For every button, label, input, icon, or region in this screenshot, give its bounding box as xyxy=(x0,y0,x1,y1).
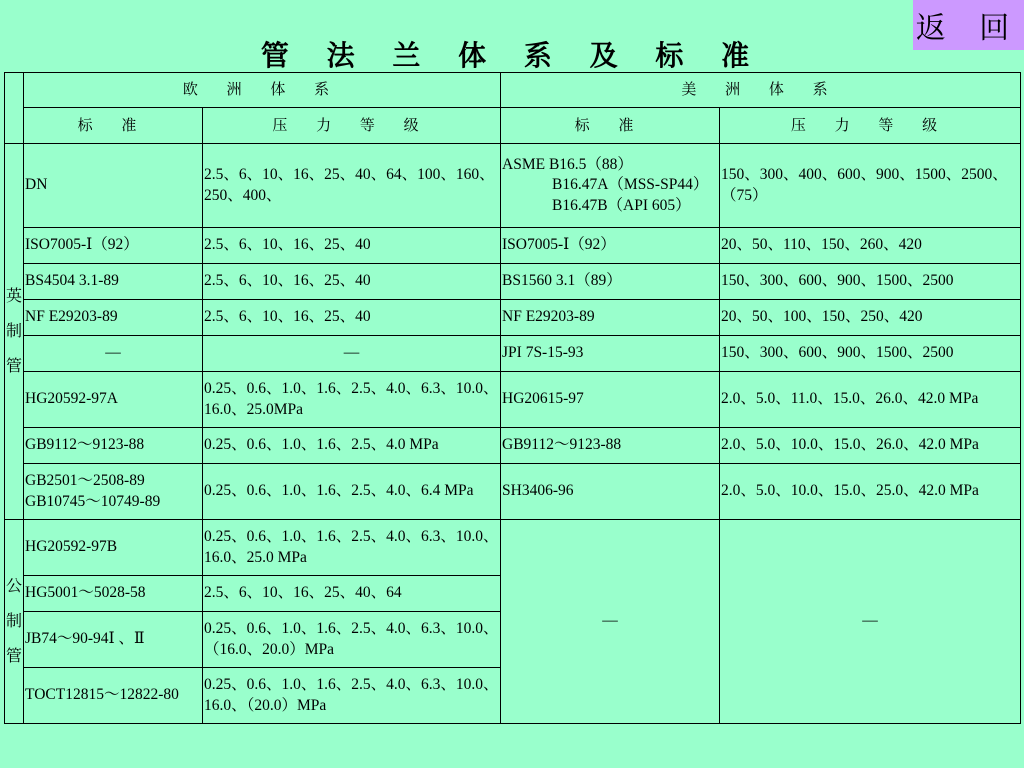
us-pressure-header: 压 力 等 级 xyxy=(720,108,1021,144)
corner-cell xyxy=(5,73,24,144)
table-row xyxy=(5,264,1021,300)
europe-system-header: 欧 洲 体 系 xyxy=(24,73,501,108)
america-system-header: 美 洲 体 系 xyxy=(501,73,1021,108)
eu-pressure-cell: 0.25、0.6、1.0、1.6、2.5、4.0 MPa xyxy=(203,428,501,464)
us-pressure-cell: 150、300、600、900、1500、2500 xyxy=(720,336,1021,372)
page-title: 管 法 兰 体 系 及 标 准 xyxy=(260,39,764,72)
eu-standard-cell: JB74～90-94Ⅰ 、Ⅱ xyxy=(24,612,203,668)
eu-standard-cell: ISO7005-Ⅰ（92） xyxy=(24,228,203,264)
flange-standards-table xyxy=(4,72,1021,724)
us-standard-cell: JPI 7S-15-93 xyxy=(501,336,720,372)
metric-us-pressure-cell: — xyxy=(720,520,1021,724)
us-standard-cell: HG20615-97 xyxy=(501,372,720,428)
us-pressure-cell: 20、50、110、150、260、420 xyxy=(720,228,1021,264)
eu-standard-cell: TOCT12815～12822-80 xyxy=(24,668,203,724)
table-row xyxy=(5,428,1021,464)
table-row xyxy=(5,336,1021,372)
eu-standard-cell: GB2501～2508-89 GB10745～10749-89 xyxy=(24,464,203,520)
eu-pressure-cell: 0.25、0.6、1.0、1.6、2.5、4.0、6.3、10.0、16.0、（20.0）MPa xyxy=(203,668,501,724)
us-standard-cell: SH3406-96 xyxy=(501,464,720,520)
us-pressure-cell: 2.0、5.0、10.0、15.0、25.0、42.0 MPa xyxy=(720,464,1021,520)
table-row xyxy=(5,520,1021,576)
us-standard-cell: ISO7005-Ⅰ（92） xyxy=(501,228,720,264)
us-pressure-cell: 2.0、5.0、11.0、15.0、26.0、42.0 MPa xyxy=(720,372,1021,428)
back-button[interactable]: 返 回 xyxy=(913,0,1024,50)
eu-pressure-cell: 0.25、0.6、1.0、1.6、2.5、4.0、6.3、10.0、16.0、25.0MPa xyxy=(203,372,501,428)
us-standard-cell: ASME B16.5（88） B16.47A（MSS-SP44） B16.47B（API 605） xyxy=(501,144,720,228)
us-standard-cell: BS1560 3.1（89） xyxy=(501,264,720,300)
us-pressure-cell: 2.0、5.0、10.0、15.0、26.0、42.0 MPa xyxy=(720,428,1021,464)
table-row xyxy=(5,372,1021,428)
us-standard-cell: GB9112～9123-88 xyxy=(501,428,720,464)
metric-group-label: 公 制 管 xyxy=(5,520,24,724)
table-row xyxy=(5,144,1021,228)
eu-standard-cell: — xyxy=(24,336,203,372)
table-row xyxy=(5,300,1021,336)
table-row xyxy=(5,228,1021,264)
eu-pressure-cell: 0.25、0.6、1.0、1.6、2.5、4.0、6.3、10.0、16.0、25.0 MPa xyxy=(203,520,501,576)
eu-standard-cell: HG5001～5028-58 xyxy=(24,576,203,612)
eu-standard-cell: HG20592-97A xyxy=(24,372,203,428)
eu-standard-cell: GB9112～9123-88 xyxy=(24,428,203,464)
eu-standard-cell: DN xyxy=(24,144,203,228)
imperial-group-label: 英 制 管 xyxy=(5,144,24,520)
eu-standard-cell: BS4504 3.1-89 xyxy=(24,264,203,300)
table-subheader-row xyxy=(5,108,1021,144)
table-header-row xyxy=(5,73,1021,108)
eu-pressure-cell: 2.5、6、10、16、25、40 xyxy=(203,228,501,264)
us-standard-header: 标 准 xyxy=(501,108,720,144)
us-standard-cell: NF E29203-89 xyxy=(501,300,720,336)
metric-us-standard-cell: — xyxy=(501,520,720,724)
eu-pressure-header: 压 力 等 级 xyxy=(203,108,501,144)
eu-pressure-cell: 2.5、6、10、16、25、40 xyxy=(203,300,501,336)
eu-standard-cell: NF E29203-89 xyxy=(24,300,203,336)
eu-pressure-cell: 2.5、6、10、16、25、40 xyxy=(203,264,501,300)
eu-standard-cell: HG20592-97B xyxy=(24,520,203,576)
us-pressure-cell: 20、50、100、150、250、420 xyxy=(720,300,1021,336)
us-pressure-cell: 150、300、600、900、1500、2500 xyxy=(720,264,1021,300)
eu-pressure-cell: 0.25、0.6、1.0、1.6、2.5、4.0、6.3、10.0、（16.0、20.0）MPa xyxy=(203,612,501,668)
us-pressure-cell: 150、300、400、600、900、1500、2500、（75） xyxy=(720,144,1021,228)
eu-pressure-cell: — xyxy=(203,336,501,372)
eu-standard-header: 标 准 xyxy=(24,108,203,144)
table-row xyxy=(5,464,1021,520)
eu-pressure-cell: 0.25、0.6、1.0、1.6、2.5、4.0、6.4 MPa xyxy=(203,464,501,520)
eu-pressure-cell: 2.5、6、10、16、25、40、64、100、160、250、400、 xyxy=(203,144,501,228)
eu-pressure-cell: 2.5、6、10、16、25、40、64 xyxy=(203,576,501,612)
